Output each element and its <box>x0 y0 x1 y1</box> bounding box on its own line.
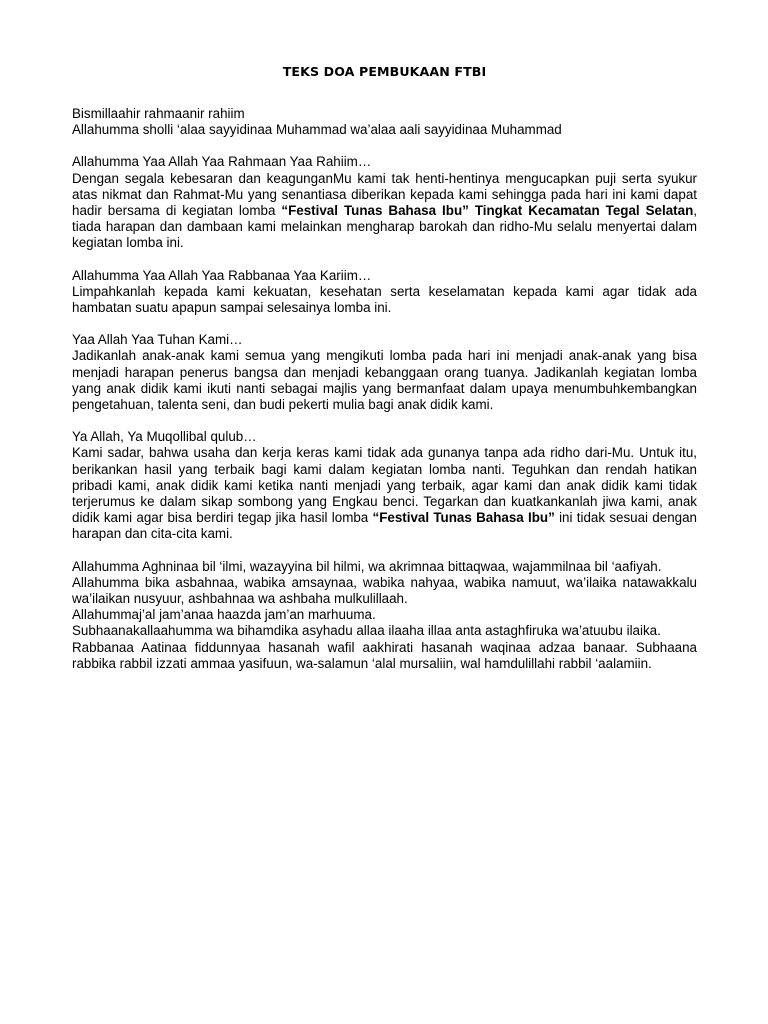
document-title: TEKS DOA PEMBUKAAN FTBI <box>282 64 487 79</box>
closing-line-1: Allahumma Aghninaa bil ‘ilmi, wazayyina bil hilmi, wa akrimnaa bittaqwaa, wajammilnaa bil ‘aafiyah. <box>72 558 662 574</box>
section-3-heading: Yaa Allah Yaa Tuhan Kami… <box>72 332 243 348</box>
section-4 <box>72 429 697 542</box>
section-2-text: Limpahkanlah kepada kami kekuatan, kesehatan serta keselamatan kepada kami agar tidak ada hambatan suatu apapun sampai selesainya lomba ini. <box>72 283 697 316</box>
opening-line-1: Bismillaahir rahmaanir rahiim <box>72 106 245 121</box>
section-4-text <box>72 445 697 542</box>
opening-block <box>72 106 697 138</box>
closing-line-3: Allahummaj’al jam’anaa haazda jam’an marhuuma. <box>72 607 376 623</box>
opening-line-2: Allahumma sholli ‘alaa sayyidinaa Muhammad wa’alaa aali sayyidinaa Muhammad <box>72 122 562 138</box>
section-4-bold-event: “Festival Tunas Bahasa Ibu” <box>372 510 555 526</box>
closing-line-5: Rabbanaa Aatinaa fiddunnyaa hasanah wafil aakhirati hasanah waqinaa adzaa banaar. Subhaana rabbika rabbil izzati ammaa yasifuun, wa-salamun ‘alal mursaliin, wal hamdulillahi rabbil ‘aalamiin. <box>72 639 697 671</box>
section-2 <box>72 268 697 317</box>
section-1-text-after: , tiada harapan dan dambaan kami melainkan mengharap barokah dan ridho-Mu selalu menyertai dalam kegiatan lomba ini. <box>72 203 697 251</box>
section-2-heading: Allahumma Yaa Allah Yaa Rabbanaa Yaa Kariim… <box>72 267 372 283</box>
section-1-bold-event: “Festival Tunas Bahasa Ibu” Tingkat Kecamatan Tegal Selatan <box>281 203 694 219</box>
section-1 <box>72 154 697 251</box>
section-1-heading: Allahumma Yaa Allah Yaa Rahmaan Yaa Rahiim… <box>72 154 372 170</box>
document-page <box>72 64 697 688</box>
closing-block <box>72 559 697 672</box>
closing-line-2: Allahumma bika asbahnaa, wabika amsaynaa, wabika nahyaa, wabika namuut, wa’ilaika natawakkalu wa’ilaikan nusyuur, ashbahnaa wa ashbaha mulkulillaah. <box>72 574 697 607</box>
section-4-text-before: Kami sadar, bahwa usaha dan kerja keras kami tidak ada gunanya tanpa ada ridho dari-Mu. Untuk itu, berikankan hasil yang terbaik bagi kami dalam kegiatan lomba nanti. Teguhkan dan rendah hatikan pribadi kami, anak didik kami ketika nanti menjadi yang terbaik, agar kami dan anak didik kami tidak terjerumus ke dalam sikap sombong yang Engkau benci. Tegarkan dan kuatkankanlah jiwa kami, anak didik kami agar bisa berdiri tegap jika hasil lomba <box>72 445 697 526</box>
closing-line-4: Subhaanakallaahumma wa bihamdika asyhadu allaa ilaaha illaa anta astaghfiruka wa’atuubu ilaika. <box>72 623 661 639</box>
section-4-text-after: ini tidak sesuai dengan harapan dan cita-cita kami. <box>72 510 697 542</box>
section-4-heading: Ya Allah, Ya Muqollibal qulub… <box>72 429 257 445</box>
section-1-text <box>72 171 697 252</box>
section-1-text-before: Dengan segala kebesaran dan keagunganMu kami tak henti-hentinya mengucapkan puji serta syukur atas nikmat dan Rahmat-Mu yang senantiasa diberikan kepada kami sehingga pada hari ini kami dapat hadir bersama di kegiatan lomba <box>72 170 697 219</box>
section-3-text: Jadikanlah anak-anak kami semua yang mengikuti lomba pada hari ini menjadi anak-anak yang bisa menjadi harapan penerus bangsa dan menjadi kebanggaan orang tuanya. Jadikanlah kegiatan lomba yang anak didik kami ikuti nanti sebagai majlis yang bermanfaat dalam upaya menumbuhkembangkan pengetahuan, talenta seni, dan budi pekerti mulia bagi anak didik kami. <box>72 348 697 413</box>
section-3 <box>72 332 697 413</box>
